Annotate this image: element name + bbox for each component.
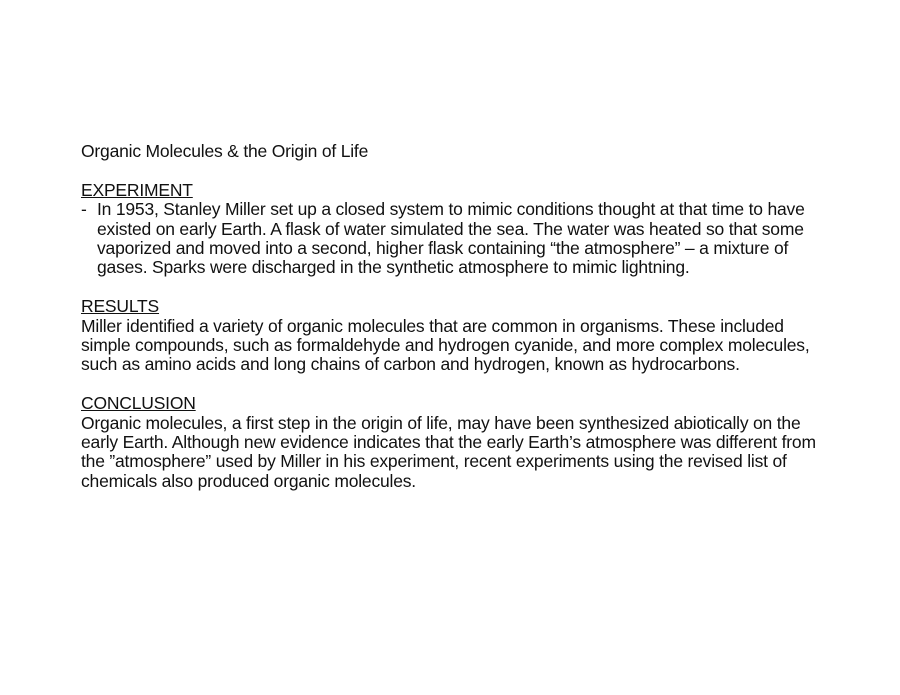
experiment-section <box>81 181 826 278</box>
slide-content <box>81 142 826 511</box>
results-section <box>81 297 826 375</box>
experiment-text: In 1953, Stanley Miller set up a closed system to mimic conditions thought at that time to have existed on early Earth. A flask of water simulated the sea. The water was heated so that some vaporized and moved into a second, higher flask containing “the atmosphere” – a mixture of gases. Sparks were discharged in the synthetic atmosphere to mimic lightning. <box>97 199 805 278</box>
experiment-bullet <box>81 200 826 278</box>
slide-title: Organic Molecules & the Origin of Life <box>81 141 369 161</box>
conclusion-heading: CONCLUSION <box>81 393 196 414</box>
results-heading: RESULTS <box>81 296 160 317</box>
bullet-dash: - <box>81 199 87 220</box>
conclusion-text: Organic molecules, a first step in the origin of life, may have been synthesized abiotically on the early Earth. Although new evidence indicates that the early Earth’s atmosphere was different from the ”atmosphere” used by Miller in his experiment, recent experiments using the revised list of chemicals also produced organic molecules. <box>81 412 816 491</box>
results-text: Miller identified a variety of organic molecules that are common in organisms. These included simple compounds, such as formaldehyde and hydrogen cyanide, and more complex molecules, such as amino acids and long chains of carbon and hydrogen, known as hydrocarbons. <box>81 315 810 375</box>
conclusion-section <box>81 394 826 491</box>
experiment-heading: EXPERIMENT <box>81 179 193 200</box>
